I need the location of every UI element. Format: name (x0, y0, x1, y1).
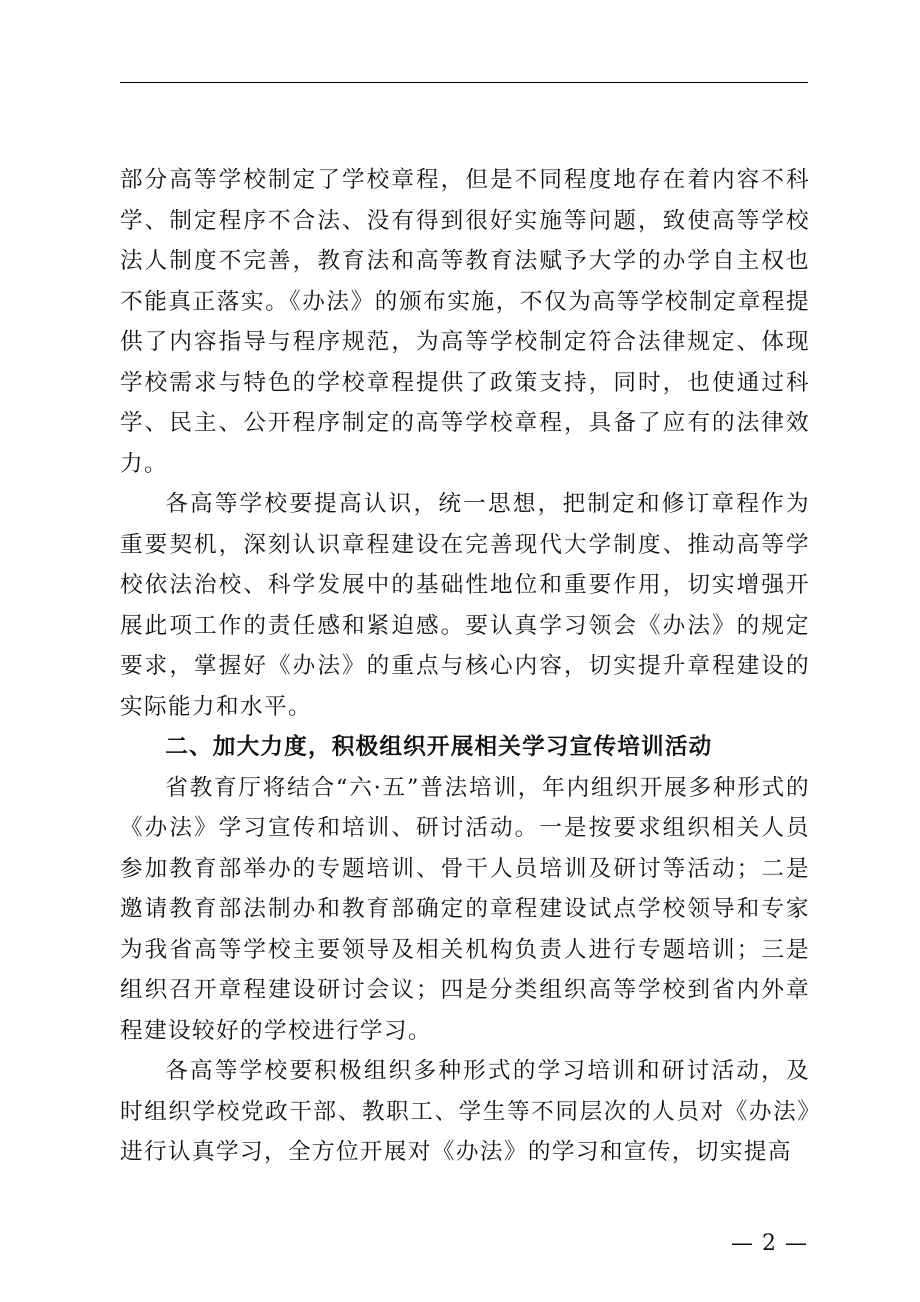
paragraph-3: 省教育厅将结合“六·五”普法培训，年内组织开展多种形式的《办法》学习宣传和培训、研讨活动。一是按要求组织相关人员参加教育部举办的专题培训、骨干人员培训及研讨等活动；二是邀请教育部法制办和教育部确定的章程建设试点学校领导和专家为我省高等学校主要领导及相关机构负责人进行专题培训；三是组织召开章程建设研讨会议；四是分类组织高等学校到省内外章程建设较好的学校进行学习。 (120, 774, 810, 1044)
paragraph-2: 各高等学校要提高认识，统一思想，把制定和修订章程作为重要契机，深刻认识章程建设在完善现代大学制度、推动高等学校依法治校、科学发展中的基础性地位和重要作用，切实增强开展此项工作的责任感和紧迫感。要认真学习领会《办法》的规定要求，掌握好《办法》的重点与核心内容，切实提升章程建设的实际能力和水平。 (120, 491, 810, 720)
page-number: — 2 — (731, 1231, 808, 1256)
paragraph-4: 各高等学校要积极组织多种形式的学习培训和研讨活动，及时组织学校党政干部、教职工、学生等不同层次的人员对《办法》进行认真学习，全方位开展对《办法》的学习和宣传，切实提高 (120, 1058, 810, 1165)
paragraph-1: 部分高等学校制定了学校章程，但是不同程度地存在着内容不科学、制定程序不合法、没有得到很好实施等问题，致使高等学校法人制度不完善，教育法和高等教育法赋予大学的办学自主权也不能真正落实。《办法》的颁布实施，不仅为高等学校制定章程提供了内容指导与程序规范，为高等学校制定符合法律规定、体现学校需求与特色的学校章程提供了政策支持，同时，也使通过科学、民主、公开程序制定的高等学校章程，具备了应有的法律效力。 (120, 167, 810, 477)
section-heading: 二、加大力度，积极组织开展相关学习宣传培训活动 (165, 734, 713, 760)
header-rule (120, 82, 808, 83)
document-body (120, 160, 810, 1173)
